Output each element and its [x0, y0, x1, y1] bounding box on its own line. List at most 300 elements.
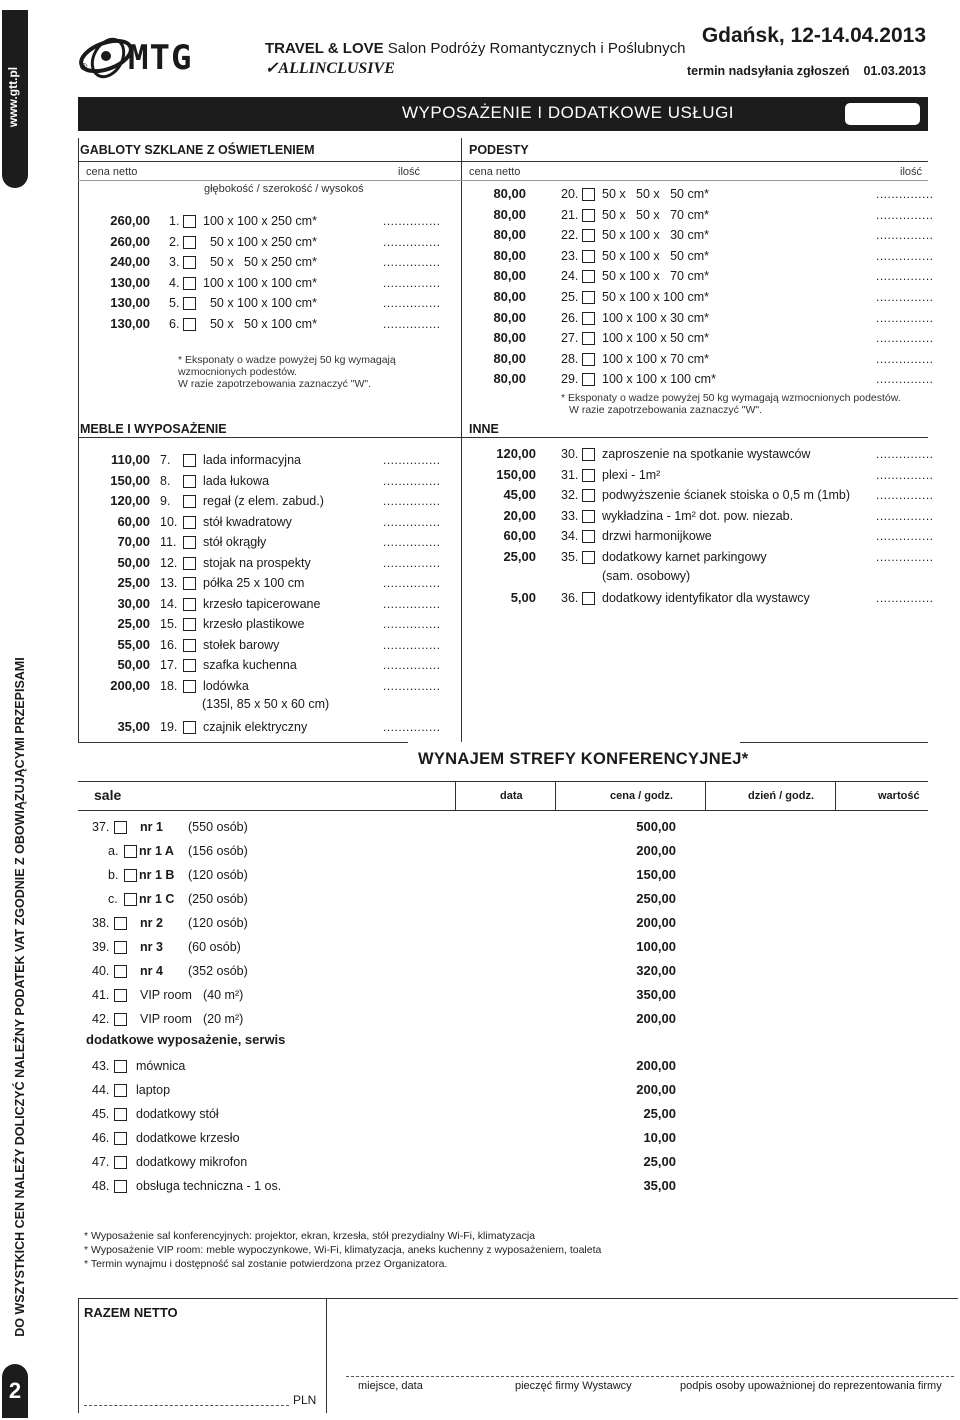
room-checkbox[interactable] [114, 917, 127, 930]
list-item [0, 615, 960, 633]
list-item [0, 288, 960, 306]
total-field[interactable] [84, 1405, 289, 1406]
item-number: 18. [160, 678, 178, 693]
quantity-field[interactable]: ............... [876, 228, 934, 243]
item-price: 240,00 [110, 254, 150, 269]
item-label: 50 x 100 x 50 cm* [602, 248, 710, 263]
item-number: 35. [561, 550, 579, 564]
page-number: 2 [2, 1364, 28, 1418]
item-price: 80,00 [493, 206, 526, 222]
extra-checkbox[interactable] [114, 1180, 127, 1193]
quantity-field[interactable]: ............... [876, 447, 934, 461]
item-label: stołek barowy [203, 637, 280, 652]
item-label: dodatkowy identyfikator dla wystawcy [602, 591, 810, 605]
quantity-field[interactable]: ............... [876, 331, 934, 346]
conf-col-sale: sale [94, 787, 122, 803]
quantity-field[interactable]: ............... [383, 316, 441, 331]
gabloty-note-line: wzmocnionych podestów. [178, 366, 298, 378]
item-label: lada łukowa [203, 473, 270, 488]
item-number: 10. [160, 514, 178, 529]
item-price: 260,00 [110, 213, 150, 228]
room-capacity: (120 osób) [188, 868, 248, 882]
extra-checkbox[interactable] [114, 1060, 127, 1073]
stamp-label: pieczęć firmy Wystawcy [515, 1380, 632, 1392]
room-checkbox[interactable] [114, 821, 127, 834]
extra-label: obsługa techniczna - 1 os. [136, 1179, 282, 1193]
fridge-subtext: (135l, 85 x 50 x 60 cm) [202, 697, 330, 711]
item-number: 2. [169, 234, 180, 249]
extra-checkbox[interactable] [114, 1156, 127, 1169]
quantity-field[interactable]: ............... [383, 296, 441, 310]
conf-col-day: dzień / godz. [748, 790, 814, 802]
item-price: 35,00 [117, 719, 150, 734]
quantity-field[interactable]: ............... [876, 488, 934, 503]
room-capacity: (60 osób) [188, 940, 241, 954]
extra-label: dodatkowy mikrofon [136, 1155, 248, 1169]
item-price: 120,00 [496, 446, 536, 461]
quantity-field[interactable]: ............... [383, 617, 441, 631]
conf-body-line [78, 810, 928, 811]
item-label: 50 x 100 x 70 cm* [602, 269, 710, 284]
logo-text: MTG [128, 38, 193, 78]
extra-label: mównica [136, 1059, 186, 1073]
list-item [0, 677, 960, 695]
quantity-field[interactable]: ............... [383, 214, 441, 228]
room-checkbox[interactable] [114, 1013, 127, 1026]
mtg-logo-icon [76, 30, 136, 82]
extra-label: laptop [136, 1083, 171, 1097]
quantity-field[interactable]: ............... [876, 187, 934, 201]
item-checkbox[interactable] [582, 312, 595, 325]
dims-caption: głębokość / szerokość / wysokoś [204, 183, 364, 195]
item-checkbox[interactable] [183, 659, 196, 672]
podesty-note-line: W razie zapotrzebowania zaznaczyć "W". [569, 404, 763, 416]
website-link[interactable]: www.gtt.pl [6, 66, 20, 128]
list-item [0, 445, 960, 463]
room-name: nr 1 [140, 820, 163, 834]
item-label: drzwi harmonijkowe [602, 529, 712, 544]
item-checkbox[interactable] [582, 592, 595, 605]
item-price: 80,00 [493, 247, 526, 263]
conf-line-right [740, 742, 928, 743]
item-number: 8. [160, 473, 171, 488]
item-number: 6. [169, 316, 180, 331]
room-checkbox[interactable] [114, 965, 127, 978]
extra-label: dodatkowe krzesło [136, 1131, 240, 1145]
item-price: 80,00 [493, 371, 526, 387]
room-capacity: (20 m²) [203, 1012, 244, 1026]
item-number: 9. [160, 494, 171, 508]
item-checkbox[interactable] [582, 373, 595, 386]
total-right-line [326, 1298, 327, 1413]
item-number: 23. [561, 248, 579, 263]
item-checkbox[interactable] [582, 332, 595, 345]
quantity-field[interactable]: ............... [876, 207, 934, 222]
list-item [0, 466, 960, 484]
item-checkbox[interactable] [582, 510, 595, 523]
quantity-field[interactable]: ............... [876, 351, 934, 366]
quantity-field[interactable]: ............... [383, 453, 441, 467]
item-number: 14. [160, 596, 178, 611]
item-checkbox[interactable] [183, 618, 196, 631]
quantity-field[interactable]: ............... [876, 467, 934, 482]
footnote: * Termin wynajmu i dostępność sal zostanie potwierdzona przez Organizatora. [84, 1258, 448, 1270]
extra-price: 35,00 [643, 1178, 676, 1193]
quantity-field[interactable]: ............... [383, 576, 441, 590]
room-number: 42. [92, 1012, 110, 1026]
list-item [0, 329, 960, 347]
deadline-date: 01.03.2013 [863, 64, 926, 78]
column-head-divider [78, 180, 928, 181]
room-price: 200,00 [636, 843, 676, 858]
room-row [0, 1010, 960, 1028]
podesty-note-line: * Eksponaty o wadze powyżej 50 kg wymagają wzmocnionych podestów. [561, 392, 901, 404]
item-price: 5,00 [510, 590, 536, 605]
room-row [0, 866, 960, 884]
room-name: VIP room [140, 988, 192, 1002]
all-inclusive-logo: ✓ALLINCLUSIVE [265, 60, 395, 77]
room-price: 350,00 [636, 987, 676, 1002]
item-number: 24. [561, 269, 579, 284]
item-label: stół okrągły [203, 535, 267, 549]
inne-heading: INNE [469, 422, 499, 436]
total-left-line [78, 1298, 79, 1413]
room-number: 41. [92, 988, 110, 1002]
item-number: 15. [160, 617, 178, 631]
extra-row [0, 1057, 960, 1075]
room-checkbox[interactable] [114, 941, 127, 954]
total-top-line [78, 1298, 958, 1299]
item-checkbox[interactable] [582, 250, 595, 263]
quantity-field[interactable]: ............... [876, 290, 934, 304]
item-price: 80,00 [493, 350, 526, 366]
room-checkbox[interactable] [124, 893, 137, 906]
item-number: 16. [160, 637, 178, 652]
room-checkbox[interactable] [114, 989, 127, 1002]
extra-price: 25,00 [643, 1106, 676, 1121]
item-price: 120,00 [110, 493, 150, 508]
extra-number: 43. [92, 1059, 110, 1073]
item-label: stół kwadratowy [203, 514, 292, 529]
quantity-field[interactable]: ............... [876, 529, 934, 544]
room-checkbox[interactable] [124, 869, 137, 882]
item-number: 31. [561, 467, 579, 482]
item-price: 80,00 [493, 186, 526, 201]
item-label: krzesło plastikowe [203, 617, 305, 631]
item-label: stojak na prospekty [203, 555, 311, 570]
list-item [0, 548, 960, 566]
extra-row [0, 1177, 960, 1195]
item-checkbox[interactable] [582, 209, 595, 222]
room-price: 500,00 [636, 819, 676, 834]
item-number: 20. [561, 187, 579, 201]
extra-checkbox[interactable] [114, 1108, 127, 1121]
quantity-field[interactable]: ............... [876, 372, 934, 387]
meble-heading: MEBLE I WYPOSAŻENIE [80, 422, 227, 436]
event-subtitle: Salon Podróży Romantycznych i Poślubnych [387, 40, 686, 57]
item-price: 260,00 [110, 233, 150, 249]
item-checkbox[interactable] [582, 551, 595, 564]
item-price: 80,00 [493, 330, 526, 346]
quantity-field[interactable]: ............... [383, 514, 441, 529]
stand-number-field[interactable] [845, 103, 920, 125]
extra-row [0, 1081, 960, 1099]
conf-col-sep [835, 782, 836, 810]
quantity-field[interactable]: ............... [383, 255, 441, 269]
quantity-field[interactable]: ............... [876, 269, 934, 284]
conf-line-left [78, 742, 408, 743]
item-checkbox[interactable] [183, 721, 196, 734]
room-price: 320,00 [636, 963, 676, 978]
signature-label: podpis osoby upoważnionej do reprezentowania firmy [680, 1380, 942, 1392]
room-capacity: (352 osób) [188, 964, 248, 978]
item-number: 12. [160, 555, 178, 570]
item-number: 11. [160, 535, 177, 549]
page-title: WYPOSAŻENIE I DODATKOWE USŁUGI [401, 103, 735, 122]
item-number: 7. [160, 453, 171, 467]
item-label: krzesło tapicerowane [203, 596, 321, 611]
item-checkbox[interactable] [582, 229, 595, 242]
room-number: b. [108, 868, 119, 882]
room-capacity: (120 osób) [188, 916, 248, 930]
item-price: 130,00 [110, 315, 150, 331]
item-price: 45,00 [503, 487, 536, 503]
quantity-field[interactable]: ............... [383, 658, 441, 672]
item-label: 100 x 100 x 250 cm* [203, 214, 317, 228]
item-number: 1. [169, 214, 180, 228]
item-price: 70,00 [117, 534, 150, 549]
title-bar [78, 97, 928, 131]
list-item [0, 589, 960, 607]
extra-checkbox[interactable] [114, 1132, 127, 1145]
conf-col-sep [555, 782, 556, 810]
item-price: 150,00 [496, 466, 536, 482]
item-number: 5. [169, 296, 180, 310]
item-number: 29. [561, 372, 579, 387]
list-item [0, 350, 960, 368]
item-label: 50 x 50 x 100 cm* [203, 316, 317, 331]
quantity-field[interactable]: ............... [876, 550, 934, 564]
list-item [0, 247, 960, 265]
room-price: 200,00 [636, 1011, 676, 1026]
item-label: zaproszenie na spotkanie wystawców [602, 447, 811, 461]
item-label: 100 x 100 x 70 cm* [602, 351, 710, 366]
item-checkbox[interactable] [582, 270, 595, 283]
item-number: 33. [561, 508, 579, 523]
item-price: 60,00 [503, 528, 536, 544]
quantity-field[interactable]: ............... [876, 310, 934, 325]
item-label: lada informacyjna [203, 453, 301, 467]
quantity-field[interactable]: ............... [383, 720, 441, 734]
item-checkbox[interactable] [582, 448, 595, 461]
item-checkbox[interactable] [183, 680, 196, 693]
item-label: plexi - 1m² [602, 467, 661, 482]
quantity-field[interactable]: ............... [383, 678, 441, 693]
extra-number: 44. [92, 1083, 110, 1097]
list-item [0, 309, 960, 327]
list-item [0, 486, 960, 504]
quantity-field[interactable]: ............... [876, 508, 934, 523]
list-item [0, 636, 960, 654]
room-number: 37. [92, 820, 110, 834]
website-tab [2, 10, 28, 188]
extra-row [0, 1153, 960, 1171]
extra-price: 25,00 [643, 1154, 676, 1169]
item-label: 50 x 100 x 30 cm* [602, 228, 710, 243]
quantity-field[interactable]: ............... [383, 494, 441, 508]
item-price: 80,00 [493, 309, 526, 325]
room-row [0, 890, 960, 908]
item-price: 80,00 [493, 289, 526, 304]
quantity-field[interactable]: ............... [383, 637, 441, 652]
registered-mark: ® [80, 62, 88, 73]
room-row [0, 986, 960, 1004]
item-number: 17. [160, 658, 178, 672]
deadline [687, 64, 926, 78]
item-price: 25,00 [117, 575, 150, 590]
item-checkbox[interactable] [582, 530, 595, 543]
item-number: 30. [561, 447, 579, 461]
quantity-field[interactable]: ............... [383, 596, 441, 611]
item-label: podwyższenie ścianek stoiska o 0,5 m (1mb) [602, 488, 851, 503]
item-price: 60,00 [117, 513, 150, 529]
conf-head-line [78, 781, 928, 782]
room-name: nr 3 [140, 940, 163, 954]
footnote: * Wyposażenie VIP room: meble wypoczynkowe, Wi-Fi, klimatyzacja, aneks kuchenny z wyposażeniem, toaleta [84, 1244, 602, 1256]
item-label: półka 25 x 100 cm [203, 576, 305, 590]
quantity-field[interactable]: ............... [876, 591, 934, 605]
room-price: 250,00 [636, 891, 676, 906]
item-checkbox[interactable] [582, 353, 595, 366]
extra-label: dodatkowy stół [136, 1107, 219, 1121]
quantity-field[interactable]: ............... [383, 473, 441, 488]
item-price: 110,00 [110, 452, 150, 467]
all-inclusive-text: ALLINCLUSIVE [278, 60, 395, 77]
item-number: 3. [169, 255, 180, 269]
gabloty-note-line: W razie zapotrzebowania zaznaczyć "W". [178, 378, 372, 390]
item-label: 100 x 100 x 30 cm* [602, 310, 710, 325]
item-number: 25. [561, 290, 579, 304]
list-item [0, 507, 960, 525]
item-label: 50 x 50 x 70 cm* [602, 207, 709, 222]
item-price: 50,00 [117, 657, 150, 672]
item-label: lodówka [203, 678, 249, 693]
item-checkbox[interactable] [582, 291, 595, 304]
list-item [0, 267, 960, 285]
item-label: 50 x 100 x 100 cm* [602, 290, 710, 304]
signature-line[interactable] [346, 1376, 954, 1377]
item-price: 130,00 [110, 295, 150, 310]
room-number: 39. [92, 940, 110, 954]
item-number: 28. [561, 351, 579, 366]
footnote: * Wyposażenie sal konferencyjnych: projektor, ekran, krzesła, stół prezydialny Wi-Fi, klimatyzacja [84, 1230, 535, 1242]
room-capacity: (250 osób) [188, 892, 248, 906]
room-number: a. [108, 844, 119, 858]
quantity-field[interactable]: ............... [383, 535, 441, 549]
item-number: 4. [169, 275, 180, 290]
room-capacity: (550 osób) [188, 820, 248, 834]
item-price: 55,00 [117, 636, 150, 652]
item-checkbox[interactable] [582, 469, 595, 482]
quantity-field[interactable]: ............... [383, 555, 441, 570]
deadline-label: termin nadsyłania zgłoszeń [686, 64, 850, 78]
item-price: 80,00 [493, 227, 526, 243]
room-row [0, 842, 960, 860]
room-name: nr 1 B [139, 868, 175, 882]
item-checkbox[interactable] [582, 489, 595, 502]
room-number: c. [108, 892, 118, 906]
item-number: 19. [160, 720, 178, 734]
room-number: 40. [92, 964, 110, 978]
event-name: TRAVEL & LOVE [265, 40, 384, 57]
room-row [0, 962, 960, 980]
list-item [0, 656, 960, 674]
item-label: szafka kuchenna [203, 658, 297, 672]
room-row [0, 938, 960, 956]
extra-price: 200,00 [636, 1082, 676, 1097]
item-label: czajnik elektryczny [203, 720, 308, 734]
room-price: 100,00 [636, 939, 676, 954]
item-checkbox[interactable] [183, 639, 196, 652]
conf-col-value: wartość [878, 790, 920, 802]
quantity-field[interactable]: ............... [383, 275, 441, 290]
item-label: 100 x 100 x 100 cm* [203, 275, 317, 290]
item-price: 80,00 [493, 268, 526, 284]
item-label: 100 x 100 x 50 cm* [602, 331, 710, 346]
room-name: nr 4 [140, 964, 163, 978]
item-number: 32. [561, 488, 579, 503]
room-name: nr 2 [140, 916, 163, 930]
conference-title: WYNAJEM STREFY KONFERENCYJNEJ* [418, 750, 749, 768]
item-label: 50 x 100 x 250 cm* [203, 234, 317, 249]
room-row [0, 818, 960, 836]
gabloty-heading: GABLOTY SZKLANE Z OŚWIETLENIEM [80, 143, 315, 157]
extra-row [0, 1105, 960, 1123]
item-price: 130,00 [110, 274, 150, 290]
room-capacity: (156 osób) [188, 844, 248, 858]
list-item [0, 527, 960, 545]
vat-note: DO WSZYSTKICH CEN NALEŻY DOLICZYĆ NALEŻNY PODATEK VAT ZGODNIE Z OBOWIĄZUJĄCYMI PRZEPISAMI [13, 657, 27, 1337]
quantity-field[interactable]: ............... [383, 234, 441, 249]
gabloty-col-price: cena netto [86, 166, 138, 178]
extra-number: 45. [92, 1107, 110, 1121]
item-price: 150,00 [110, 472, 150, 488]
room-checkbox[interactable] [124, 845, 137, 858]
item-number: 34. [561, 529, 579, 544]
total-currency: PLN [293, 1393, 317, 1407]
extra-row [0, 1129, 960, 1147]
podesty-note [561, 392, 901, 416]
section-divider-top [78, 161, 928, 162]
podesty-heading: PODESTY [469, 143, 529, 157]
list-item [0, 370, 960, 388]
city-date: Gdańsk, 12-14.04.2013 [701, 24, 926, 47]
item-price: 30,00 [117, 595, 150, 611]
item-number: 22. [561, 228, 579, 243]
extra-checkbox[interactable] [114, 1084, 127, 1097]
list-item [0, 226, 960, 244]
item-number: 21. [561, 207, 579, 222]
gabloty-note-line: * Eksponaty o wadze powyżej 50 kg wymagają [178, 354, 396, 366]
event-title [265, 40, 685, 57]
total-label: RAZEM NETTO [84, 1305, 178, 1320]
item-checkbox[interactable] [582, 188, 595, 201]
item-price: 25,00 [117, 616, 150, 631]
list-item [0, 718, 960, 736]
extras-heading: dodatkowe wyposażenie, serwis [86, 1032, 286, 1047]
quantity-field[interactable]: ............... [876, 248, 934, 263]
item-number: 26. [561, 310, 579, 325]
